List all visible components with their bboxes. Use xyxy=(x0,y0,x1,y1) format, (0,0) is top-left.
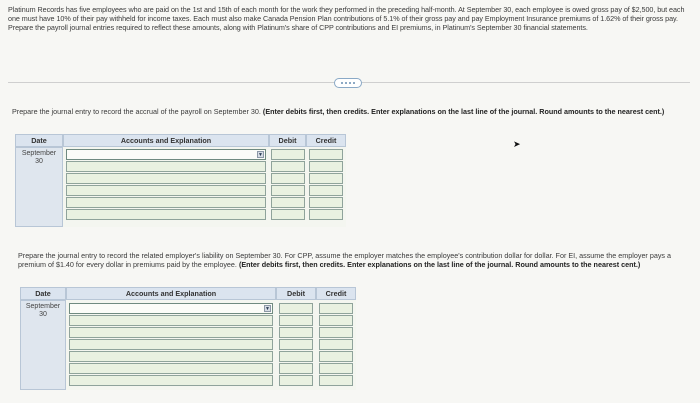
date-month: September xyxy=(25,303,61,310)
debit-input[interactable] xyxy=(271,149,305,160)
mouse-cursor-icon: ➤ xyxy=(513,139,521,149)
dropdown-arrow-icon[interactable]: ▼ xyxy=(265,306,270,312)
credit-input[interactable] xyxy=(309,209,343,220)
account-input[interactable] xyxy=(66,197,266,208)
account-input[interactable] xyxy=(66,161,266,172)
credit-input[interactable] xyxy=(319,375,353,386)
problem-statement: Platinum Records has five employees who are paid on the 1st and 15th of each month for the work they performed in the preceding half-month. At September 30, each employee is owed gross pay of $2,500, but each one must have 10% of their pay withheld for income taxes. Each must also make Canada Pension Plan contributions of 5.1% of their gross pay and pay Employment Insurance premiums of 1.62% of their gross pay. Prepare the payroll journal entries required to reflect these amounts, along with Platinum's share of CPP contributions and EI premiums, in Platinum's September 30 financial statements. xyxy=(8,5,685,32)
credit-header: Credit xyxy=(316,287,356,300)
debit-input[interactable] xyxy=(279,315,313,326)
credit-input[interactable] xyxy=(319,303,353,314)
part1-instruction: Prepare the journal entry to record the accrual of the payroll on September 30. (Enter debits first, then credits. Enter explanations on the last line of the journal. Round amounts to the nearest cent.) xyxy=(12,107,665,116)
account-input[interactable] xyxy=(66,149,266,160)
debit-input[interactable] xyxy=(271,161,305,172)
dropdown-arrow-icon[interactable]: ▼ xyxy=(258,152,263,158)
credit-input[interactable] xyxy=(319,363,353,374)
debit-input[interactable] xyxy=(271,197,305,208)
date-header: Date xyxy=(20,287,66,300)
account-input[interactable] xyxy=(69,315,273,326)
date-month: September xyxy=(21,150,57,157)
debit-input[interactable] xyxy=(279,327,313,338)
account-input[interactable] xyxy=(69,363,273,374)
date-day: 30 xyxy=(35,158,43,165)
debit-input[interactable] xyxy=(271,185,305,196)
credit-input[interactable] xyxy=(309,173,343,184)
date-cell xyxy=(20,300,66,390)
debit-header: Debit xyxy=(276,287,316,300)
debit-input[interactable] xyxy=(279,303,313,314)
account-input[interactable] xyxy=(66,173,266,184)
account-input[interactable] xyxy=(69,351,273,362)
credit-input[interactable] xyxy=(319,327,353,338)
date-day: 30 xyxy=(39,311,47,318)
account-input[interactable] xyxy=(69,303,273,314)
credit-input[interactable] xyxy=(309,161,343,172)
accounts-header: Accounts and Explanation xyxy=(63,134,269,147)
account-input[interactable] xyxy=(66,185,266,196)
debit-input[interactable] xyxy=(271,209,305,220)
account-input[interactable] xyxy=(69,327,273,338)
credit-input[interactable] xyxy=(319,351,353,362)
part2-instruction: Prepare the journal entry to record the related employer's liability on September 30. For CPP, assume the employer matches the employee's contribution dollar for dollar. For EI, assume the employer pays a premium of $1.40 for every dollar in premiums paid by the employee. (Enter debits first, then credits. Enter explanations on the last line of the journal. Round amounts to the nearest cent.) xyxy=(18,251,672,269)
debit-input[interactable] xyxy=(279,363,313,374)
debit-input[interactable] xyxy=(279,375,313,386)
credit-input[interactable] xyxy=(309,185,343,196)
date-cell xyxy=(15,147,63,227)
date-header: Date xyxy=(15,134,63,147)
credit-header: Credit xyxy=(306,134,346,147)
credit-input[interactable] xyxy=(319,315,353,326)
debit-input[interactable] xyxy=(279,351,313,362)
account-input[interactable] xyxy=(66,209,266,220)
debit-input[interactable] xyxy=(279,339,313,350)
credit-input[interactable] xyxy=(319,339,353,350)
accounts-header: Accounts and Explanation xyxy=(66,287,276,300)
account-input[interactable] xyxy=(69,339,273,350)
credit-input[interactable] xyxy=(309,197,343,208)
account-input[interactable] xyxy=(69,375,273,386)
debit-header: Debit xyxy=(269,134,306,147)
credit-input[interactable] xyxy=(309,149,343,160)
debit-input[interactable] xyxy=(271,173,305,184)
more-dots-icon[interactable] xyxy=(334,78,362,88)
